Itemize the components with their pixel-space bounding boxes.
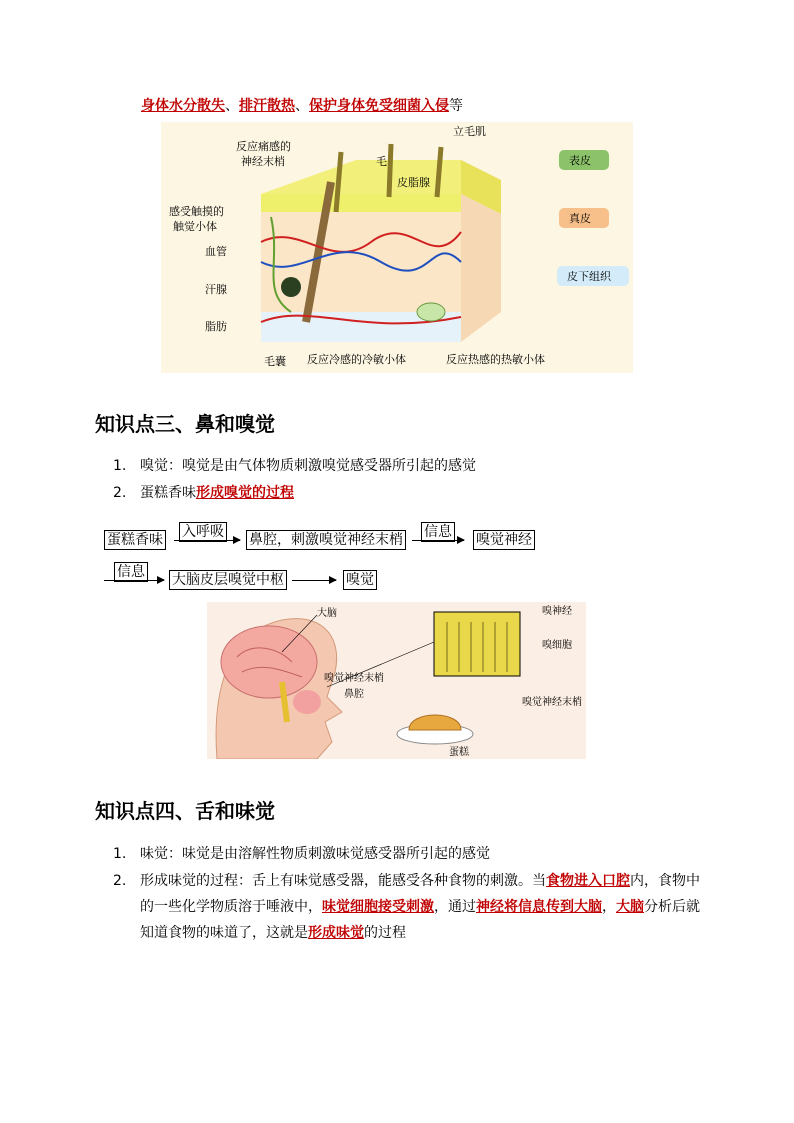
label-follicle: 毛囊: [264, 355, 286, 368]
label-pain-ending: 反应痛感的: [236, 140, 291, 153]
label-sebaceous: 皮脂腺: [397, 176, 430, 189]
intro-line: 身体水分散失、排汗散热、保护身体免受细菌入侵等: [141, 98, 463, 114]
flow-arrow-1: [174, 540, 240, 541]
highlight-food-enters: 食物进入口腔: [546, 873, 630, 889]
flow-label-info-2: 信息: [114, 562, 148, 582]
intro-highlight-2: 排汗散热: [239, 98, 295, 114]
label-touch: 感受触摸的: [169, 205, 224, 218]
highlight-taste-cells: 味觉细胞接受刺激: [322, 899, 434, 915]
section3-title: 知识点三、鼻和嗅觉: [95, 412, 275, 436]
legend-epidermis: 表皮: [569, 154, 591, 167]
label-sweat: 汗腺: [205, 283, 227, 296]
flow-box-cortex: 大脑皮层嗅觉中枢: [169, 570, 287, 590]
flow-arrow-2: [412, 540, 464, 541]
label-olfactory-ending-2: 嗅觉神经末梢: [522, 697, 582, 708]
flow-box-cake-scent: 蛋糕香味: [104, 530, 166, 550]
label-olfactory-ending: 嗅觉神经末梢: [324, 673, 384, 684]
intro-highlight-1: 身体水分散失: [141, 98, 225, 114]
label-cold: 反应冷感的冷敏小体: [307, 353, 406, 366]
label-brain: 大脑: [317, 608, 337, 619]
highlight-nerve-signal: 神经将信息传到大脑: [476, 899, 602, 915]
label-hair: 毛: [376, 155, 387, 168]
section4-title: 知识点四、舌和味觉: [95, 799, 275, 823]
skin-structure-figure: [161, 122, 633, 373]
label-olfactory-cell: 嗅细胞: [542, 640, 572, 651]
section4-item-2: 2. 形成味觉的过程：舌上有味觉感受器，能感受各种食物的刺激。当食物进入口腔内，食物中 的一些化学物质溶于唾液中，味觉细胞接受刺激，通过神经将信息传到大脑，大脑分析后就 知道食物的味道了，这就是形成味觉的过程: [113, 873, 700, 941]
flow-label-inhale: 入呼吸: [179, 522, 227, 542]
highlight-form-taste: 形成味觉: [308, 925, 364, 941]
olfaction-figure: [207, 602, 586, 759]
label-hair-muscle: 立毛肌: [453, 125, 486, 138]
highlight-brain: 大脑: [616, 899, 644, 915]
label-touch-2: 触觉小体: [173, 220, 217, 233]
label-fat: 脂肪: [205, 320, 227, 333]
section3-item-1: 1. 嗅觉：嗅觉是由气体物质刺激嗅觉感受器所引起的感觉: [113, 458, 476, 474]
label-vessel: 血管: [205, 245, 227, 258]
legend-subcutaneous: 皮下组织: [567, 270, 611, 283]
flow-arrow-4: [292, 580, 336, 581]
legend-dermis: 真皮: [569, 212, 591, 225]
flow-arrow-3: [104, 580, 164, 581]
section3-item-2: 2. 蛋糕香味形成嗅觉的过程: [113, 485, 294, 501]
label-heat: 反应热感的热敏小体: [446, 353, 545, 366]
label-cake: 蛋糕: [449, 747, 469, 758]
flow-label-info-1: 信息: [421, 522, 455, 542]
flow-box-nasal-cavity: 鼻腔，刺激嗅觉神经末梢: [246, 530, 406, 550]
label-pain-ending-2: 神经末梢: [241, 155, 285, 168]
flow-box-olfaction: 嗅觉: [343, 570, 377, 590]
flow-box-olfactory-nerve: 嗅觉神经: [473, 530, 535, 550]
label-nasal-cavity: 鼻腔: [344, 689, 364, 700]
highlight-olfaction-process: 形成嗅觉的过程: [196, 485, 294, 501]
intro-highlight-3: 保护身体免受细菌入侵: [309, 98, 449, 114]
section4-item-1: 1. 味觉：味觉是由溶解性物质刺激味觉感受器所引起的感觉: [113, 846, 490, 862]
label-olfactory-nerve: 嗅神经: [542, 606, 572, 617]
